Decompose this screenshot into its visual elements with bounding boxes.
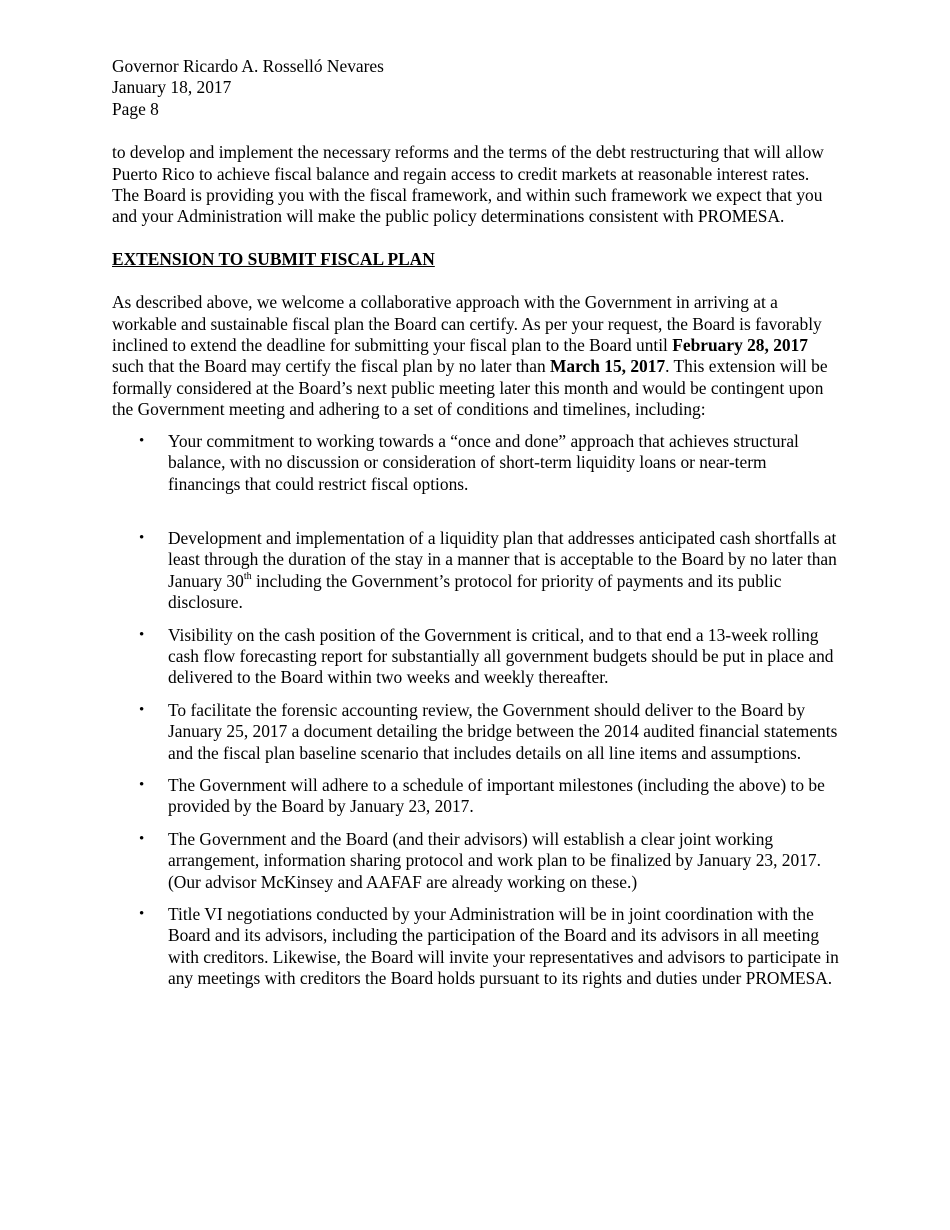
extension-paragraph [112,292,840,420]
extension-text-3: . This extension will be formally considered at the Board’s next public meeting later this month and would be contingent upon the Government meeting and adhering to a set of conditions and timelines, including: [112,356,828,420]
letter-date: January 18, 2017 [112,77,232,98]
bullet-icon: • [139,432,145,449]
condition-text: Title VI negotiations conducted by your Administration will be in joint coordination with the Board and its advisors, including the participation of the Board and its advisors in all meeting with creditors. Likewise, the Board will invite your representatives and advisors to participate in any meetings with creditors the Board holds pursuant to its rights and duties under PROMESA. [168,904,839,989]
bullet-icon: • [139,776,145,793]
letter-header [112,56,840,120]
extension-text-2: such that the Board may certify the fiscal plan by no later than [112,356,551,377]
bullet-icon: • [139,701,145,718]
conditions-list [112,431,840,990]
condition-text: The Government and the Board (and their advisors) will establish a clear joint working arrangement, information sharing protocol and work plan to be finalized by January 23, 2017. (Our advisor McKinsey and AAFAF are already working on these.) [168,828,821,892]
condition-text: The Government will adhere to a schedule of important milestones (including the above) to be provided by the Board by January 23, 2017. [168,774,825,817]
ordinal-suffix: th [243,570,252,582]
condition-item [112,904,840,990]
condition-item [112,431,840,495]
condition-item [112,775,840,818]
letter-page [112,56,840,1001]
intro-paragraph: to develop and implement the necessary reforms and the terms of the debt restructuring that will allow Puerto Rico to achieve fiscal balance and regain access to credit markets at reasonable interest rates. The Board is providing you with the fiscal framework, and within such framework we expect that you and your Administration will make the public policy determinations consistent with PROMESA. [112,142,824,227]
bullet-icon: • [139,906,145,922]
condition-item [112,625,840,689]
condition-item [112,829,840,893]
condition-text: Your commitment to working towards a “once and done” approach that achieves structural balance, with no discussion or consideration of short-term liquidity loans or near-term financings that could restrict fiscal options. [168,430,799,494]
condition-text: To facilitate the forensic accounting review, the Government should deliver to the Board by January 25, 2017 a document detailing the bridge between the 2014 audited financial statements and the fiscal plan baseline scenario that includes details on all line items and assumptions. [168,699,838,763]
deadline-date: February 28, 2017 [672,335,808,356]
extension-text-1: As described above, we welcome a collaborative approach with the Government in arriving at a workable and sustainable fiscal plan the Board can certify. As per your request, the Board is favorably inclined to extend the deadline for submitting your fiscal plan to the Board until [112,292,822,356]
bullet-icon: • [139,529,145,546]
condition-text-cont: including the Government’s protocol for priority of payments and its public disclosure. [168,570,782,613]
condition-text: Visibility on the cash position of the Government is critical, and to that end a 13-week rolling cash flow forecasting report for substantially all government budgets should be put in place and delivered to the Board within two weeks and weekly thereafter. [168,624,834,688]
page-number: Page 8 [112,98,159,119]
bullet-icon: • [139,830,145,847]
condition-text: Development and implementation of a liquidity plan that addresses anticipated cash shortfalls at least through the duration of the stay in a manner that is acceptable to the Board by no later than January 30 [168,527,837,591]
recipient-name: Governor Ricardo A. Rosselló Nevares [112,56,384,76]
section-heading: EXTENSION TO SUBMIT FISCAL PLAN [112,248,435,269]
bullet-icon: • [139,626,145,643]
condition-item [112,700,840,764]
certify-date: March 15, 2017 [550,356,666,377]
condition-item [112,528,840,614]
